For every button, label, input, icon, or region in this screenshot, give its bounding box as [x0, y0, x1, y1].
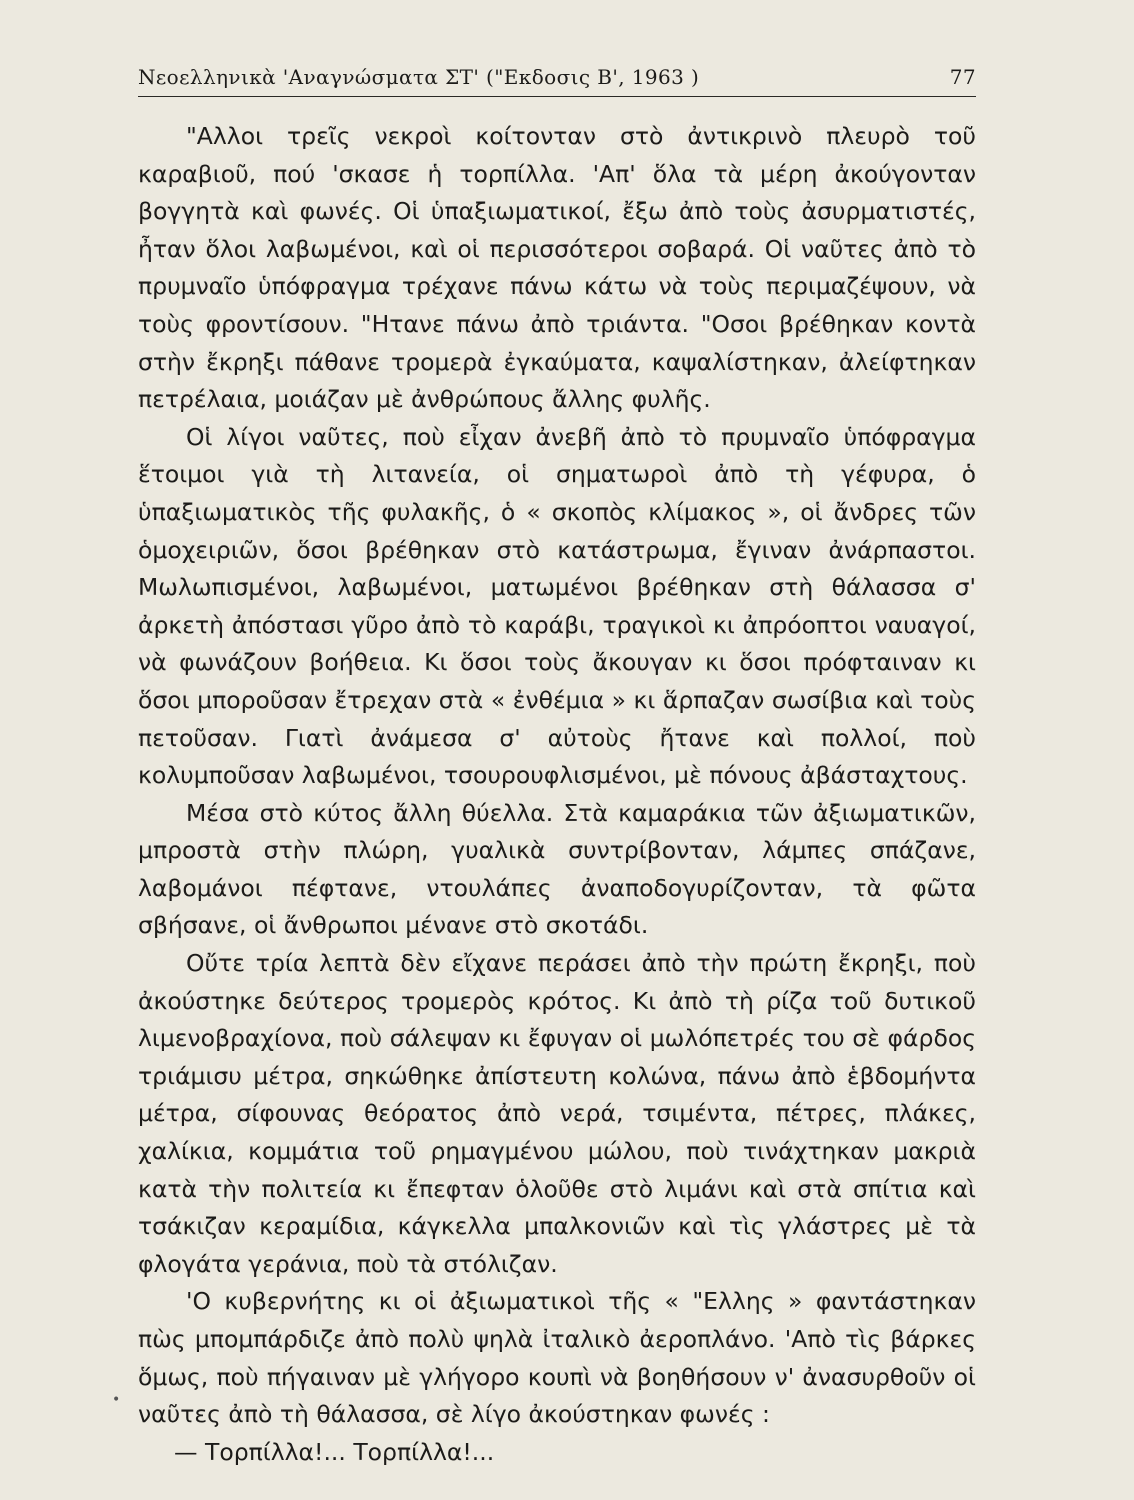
stray-dot-mark: • [112, 1392, 121, 1408]
running-header [138, 62, 976, 97]
header-title: Νεοελληνικὰ 'Αναγνώσματα ΣΤ' ("Εκδοσις Β', 1963 ) [138, 65, 700, 89]
paragraph-3: Μέσα στὸ κύτος ἄλλη θύελλα. Στὰ καμαράκια τῶν ἀξιωματικῶν, μπροστὰ στὴν πλώρη, γυαλικὰ συντρίβονταν, λάμπες σπάζανε, λαβομάνοι πέφτανε, ντουλάπες ἀναποδογυρίζονταν, τὰ φῶτα σβήσανε, οἱ ἄνθρωποι μένανε στὸ σκοτάδι. [138, 798, 976, 940]
paragraph-1: "Αλλοι τρεῖς νεκροὶ κοίτονταν στὸ ἀντικρινὸ πλευρὸ τοῦ καραβιοῦ, πού 'σκασε ἡ τορπίλλα. 'Απ' ὅλα τὰ μέρη ἀκούγονταν βογγητὰ καὶ φωνές. Οἱ ὑπαξιωματικοί, ἔξω ἀπὸ τοὺς ἀσυρματιστές, ἦταν ὅλοι λαβωμένοι, καὶ οἱ περισσότεροι σοβαρά. Οἱ ναῦτες ἀπὸ τὸ πρυμναῖο ὑπόφραγμα τρέχανε πάνω κάτω νὰ τοὺς περιμαζέψουν, νὰ τοὺς φροντίσουν. "Ητανε πάνω ἀπὸ τριάντα. "Οσοι βρέθηκαν κοντὰ στὴν ἔκρηξι πάθανε τρομερὰ ἐγκαύματα, καψαλίστηκαν, ἀλείφτηκαν πετρέλαια, μοιάζαν μὲ ἀνθρώπους ἄλλης φυλῆς. [138, 122, 976, 414]
body-text [138, 118, 976, 1471]
paragraph-5: 'Ο κυβερνήτης κι οἱ ἀξιωματικοὶ τῆς « "Ελλης » φαντάστηκαν πὼς μπομπάρδιζε ἀπὸ πολὺ ψηλὰ ἰταλικὸ ἀεροπλάνο. 'Απὸ τὶς βάρκες ὅμως, ποὺ πήγαιναν μὲ γλήγορο κουπὶ νὰ βοηθήσουν ν' ἀνασυρθοῦν οἱ ναῦτες ἀπὸ τὴ θάλασσα, σὲ λίγο ἀκούστηκαν φωνές : [138, 1287, 976, 1429]
closing-dialogue-line: — Τορπίλλα!... Τορπίλλα!... [174, 1437, 495, 1466]
page-number: 77 [949, 65, 976, 89]
paragraph-2: Οἱ λίγοι ναῦτες, ποὺ εἶχαν ἀνεβῆ ἀπὸ τὸ πρυμναῖο ὑπόφραγμα ἕτοιμοι γιὰ τὴ λιτανεία, οἱ σηματωροὶ ἀπὸ τὴ γέφυρα, ὁ ὑπαξιωματικὸς τῆς φυλακῆς, ὁ « σκοπὸς κλίμακος », οἱ ἄνδρες τῶν ὁμοχειριῶν, ὅσοι βρέθηκαν στὸ κατάστρωμα, ἔγιναν ἀνάρπαστοι. Μωλωπισμένοι, λαβωμένοι, ματωμένοι βρέθηκαν στὴ θάλασσα σ' ἀρκετὴ ἀπόστασι γῦρο ἀπὸ τὸ καράβι, τραγικοὶ κι ἀπρόοπτοι ναυαγοί, νὰ φωνάζουν βοήθεια. Κι ὅσοι τοὺς ἄκουγαν κι ὅσοι πρόφταιναν κι ὅσοι μποροῦσαν ἔτρεχαν στὰ « ἐνθέμια » κι ἅρπαζαν σωσίβια καὶ τοὺς πετοῦσαν. Γιατὶ ἀνάμεσα σ' αὐτοὺς ἤτανε καὶ πολλοί, ποὺ κολυμποῦσαν λαβωμένοι, τσουρουφλισμένοι, μὲ πόνους ἀβάσταχτους. [138, 422, 976, 790]
paragraph-4: Οὔτε τρία λεπτὰ δὲν εἴχανε περάσει ἀπὸ τὴν πρώτη ἔκρηξι, ποὺ ἀκούστηκε δεύτερος τρομερὸς κρότος. Κι ἀπὸ τὴ ρίζα τοῦ δυτικοῦ λιμενοβραχίονα, ποὺ σάλεψαν κι ἔφυγαν οἱ μωλόπετρές του σὲ φάρδος τριάμισυ μέτρα, σηκώθηκε ἀπίστευτη κολώνα, πάνω ἀπὸ ἑβδομήντα μέτρα, σίφουνας θεόρατος ἀπὸ νερά, τσιμέντα, πέτρες, πλάκες, χαλίκια, κομμάτια τοῦ ρημαγμένου μώλου, ποὺ τινάχτηκαν μακριὰ κατὰ τὴν πολιτεία κι ἔπεφταν ὁλοῦθε στὸ λιμάνι καὶ στὰ σπίτια καὶ τσάκιζαν κεραμίδια, κάγκελλα μπαλκονιῶν καὶ τὶς γλάστρες μὲ τὰ φλογάτα γεράνια, ποὺ τὰ στόλιζαν. [138, 949, 976, 1278]
